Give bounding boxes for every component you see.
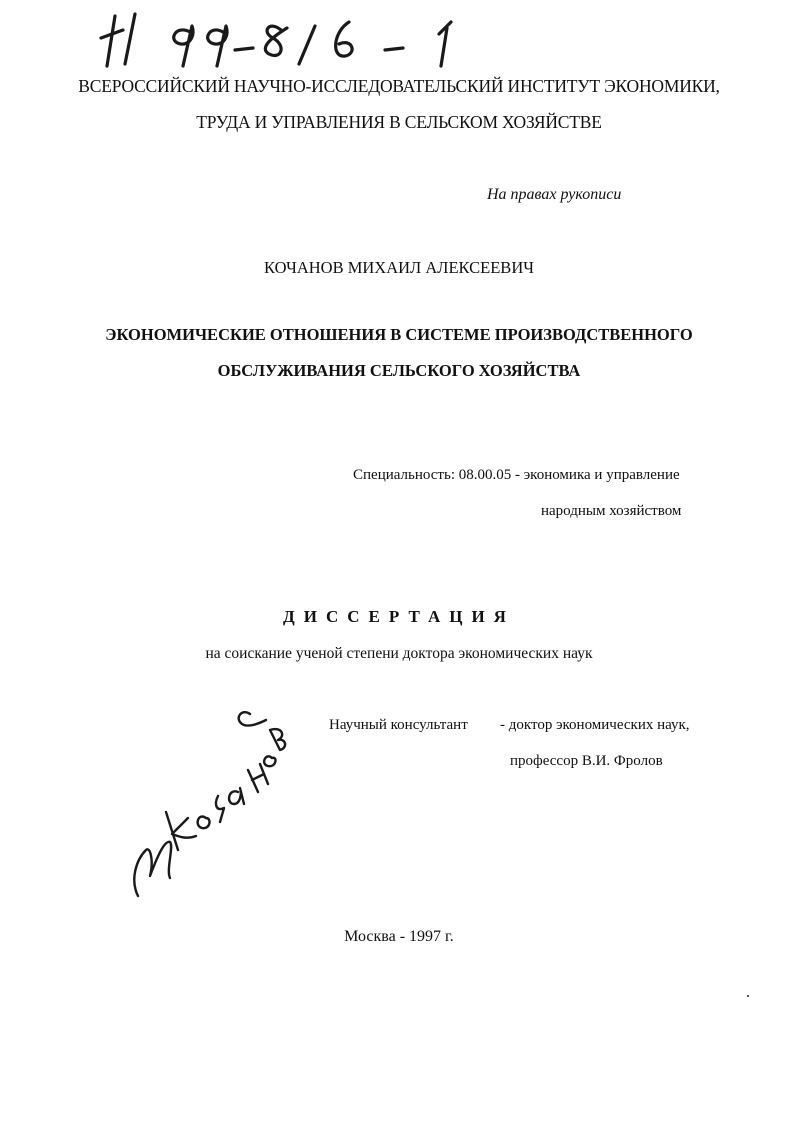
author-signature	[120, 700, 290, 910]
city-and-year: Москва - 1997 г.	[344, 928, 454, 945]
advisor-name: профессор В.И. Фролов	[510, 753, 663, 769]
dissertation-title-line-1: ЭКОНОМИЧЕСКИЕ ОТНОШЕНИЯ В СИСТЕМЕ ПРОИЗВОДСТВЕННОГО	[105, 325, 693, 344]
advisor-degree: - доктор экономических наук,	[500, 717, 690, 733]
degree-description: на соискание ученой степени доктора экономических наук	[205, 645, 593, 662]
institute-name-line-1: ВСЕРОССИЙСКИЙ НАУЧНО-ИССЛЕДОВАТЕЛЬСКИЙ ИНСТИТУТ ЭКОНОМИКИ,	[78, 76, 720, 96]
scan-speck	[747, 995, 749, 997]
dissertation-title-line-2: ОБСЛУЖИВАНИЯ СЕЛЬСКОГО ХОЗЯЙСТВА	[217, 361, 581, 380]
document-type-heading: ДИССЕРТАЦИЯ	[283, 607, 515, 626]
institute-name-line-2: ТРУДА И УПРАВЛЕНИЯ В СЕЛЬСКОМ ХОЗЯЙСТВЕ	[196, 112, 602, 132]
handwritten-archive-number	[95, 8, 475, 68]
author-name: КОЧАНОВ МИХАИЛ АЛЕКСЕЕВИЧ	[264, 258, 534, 277]
specialty-line-2: народным хозяйством	[541, 503, 682, 519]
advisor-label: Научный консультант	[329, 717, 468, 733]
manuscript-rights-note: На правах рукописи	[487, 186, 622, 203]
specialty-line-1: Специальность: 08.00.05 - экономика и управление	[353, 467, 680, 483]
